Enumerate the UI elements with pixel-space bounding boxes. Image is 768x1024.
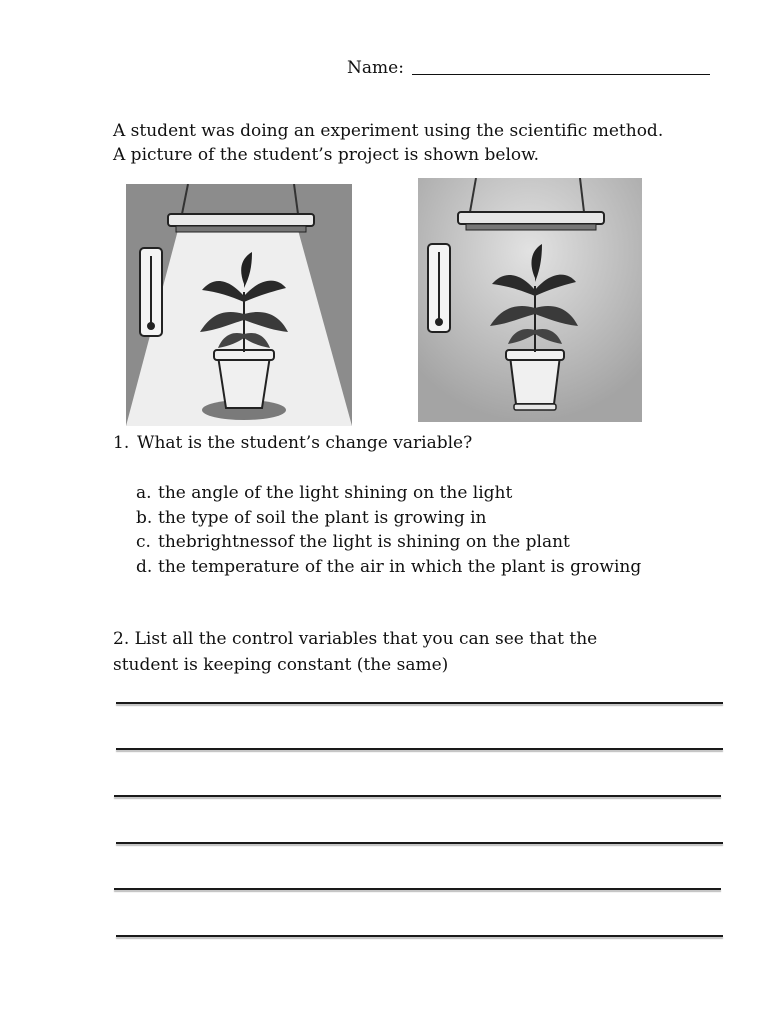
name-label: Name: bbox=[347, 58, 404, 78]
option-d-letter: d. bbox=[136, 556, 153, 577]
option-d[interactable] bbox=[136, 555, 641, 580]
answer-line-2[interactable] bbox=[116, 748, 723, 750]
question-2-line-2: student is keeping constant (the same) bbox=[113, 655, 449, 675]
bright-light-plant-illustration bbox=[126, 184, 352, 426]
answer-line-4[interactable] bbox=[116, 842, 723, 844]
option-c-text: thebrightnessof the light is shining on the plant bbox=[158, 532, 570, 552]
question-1-number: 1. bbox=[113, 433, 130, 453]
lamp-icon bbox=[168, 214, 314, 226]
dim-light-plant-illustration bbox=[418, 178, 642, 422]
option-a-letter: a. bbox=[136, 483, 152, 503]
option-b-letter: b. bbox=[136, 507, 153, 528]
option-a[interactable] bbox=[136, 481, 641, 506]
intro-text bbox=[113, 119, 713, 167]
question-1-options bbox=[136, 481, 641, 579]
option-c[interactable] bbox=[136, 530, 641, 555]
answer-line-6[interactable] bbox=[116, 935, 723, 937]
option-c-letter: c. bbox=[136, 532, 151, 552]
intro-line-1: A student was doing an experiment using the scientific method. bbox=[113, 121, 664, 141]
option-b[interactable] bbox=[136, 506, 641, 531]
option-a-text: the angle of the light shining on the light bbox=[158, 483, 513, 503]
thermometer-icon bbox=[140, 248, 162, 336]
intro-line-2: A picture of the student’s project is shown below. bbox=[113, 145, 540, 165]
name-blank-line[interactable] bbox=[412, 73, 710, 75]
answer-line-3[interactable] bbox=[114, 795, 721, 797]
question-2-line-1: 2. List all the control variables that you can see that the bbox=[113, 629, 598, 649]
answer-line-5[interactable] bbox=[114, 888, 721, 890]
option-b-text: the type of soil the plant is growing in bbox=[158, 507, 487, 528]
question-1 bbox=[113, 433, 472, 453]
name-field bbox=[347, 58, 710, 78]
option-d-text: the temperature of the air in which the plant is growing bbox=[158, 556, 642, 577]
question-2 bbox=[113, 626, 597, 678]
lamp-icon bbox=[458, 212, 604, 224]
question-1-text: What is the student’s change variable? bbox=[137, 433, 473, 453]
thermometer-icon bbox=[428, 244, 450, 332]
answer-line-1[interactable] bbox=[116, 702, 723, 704]
